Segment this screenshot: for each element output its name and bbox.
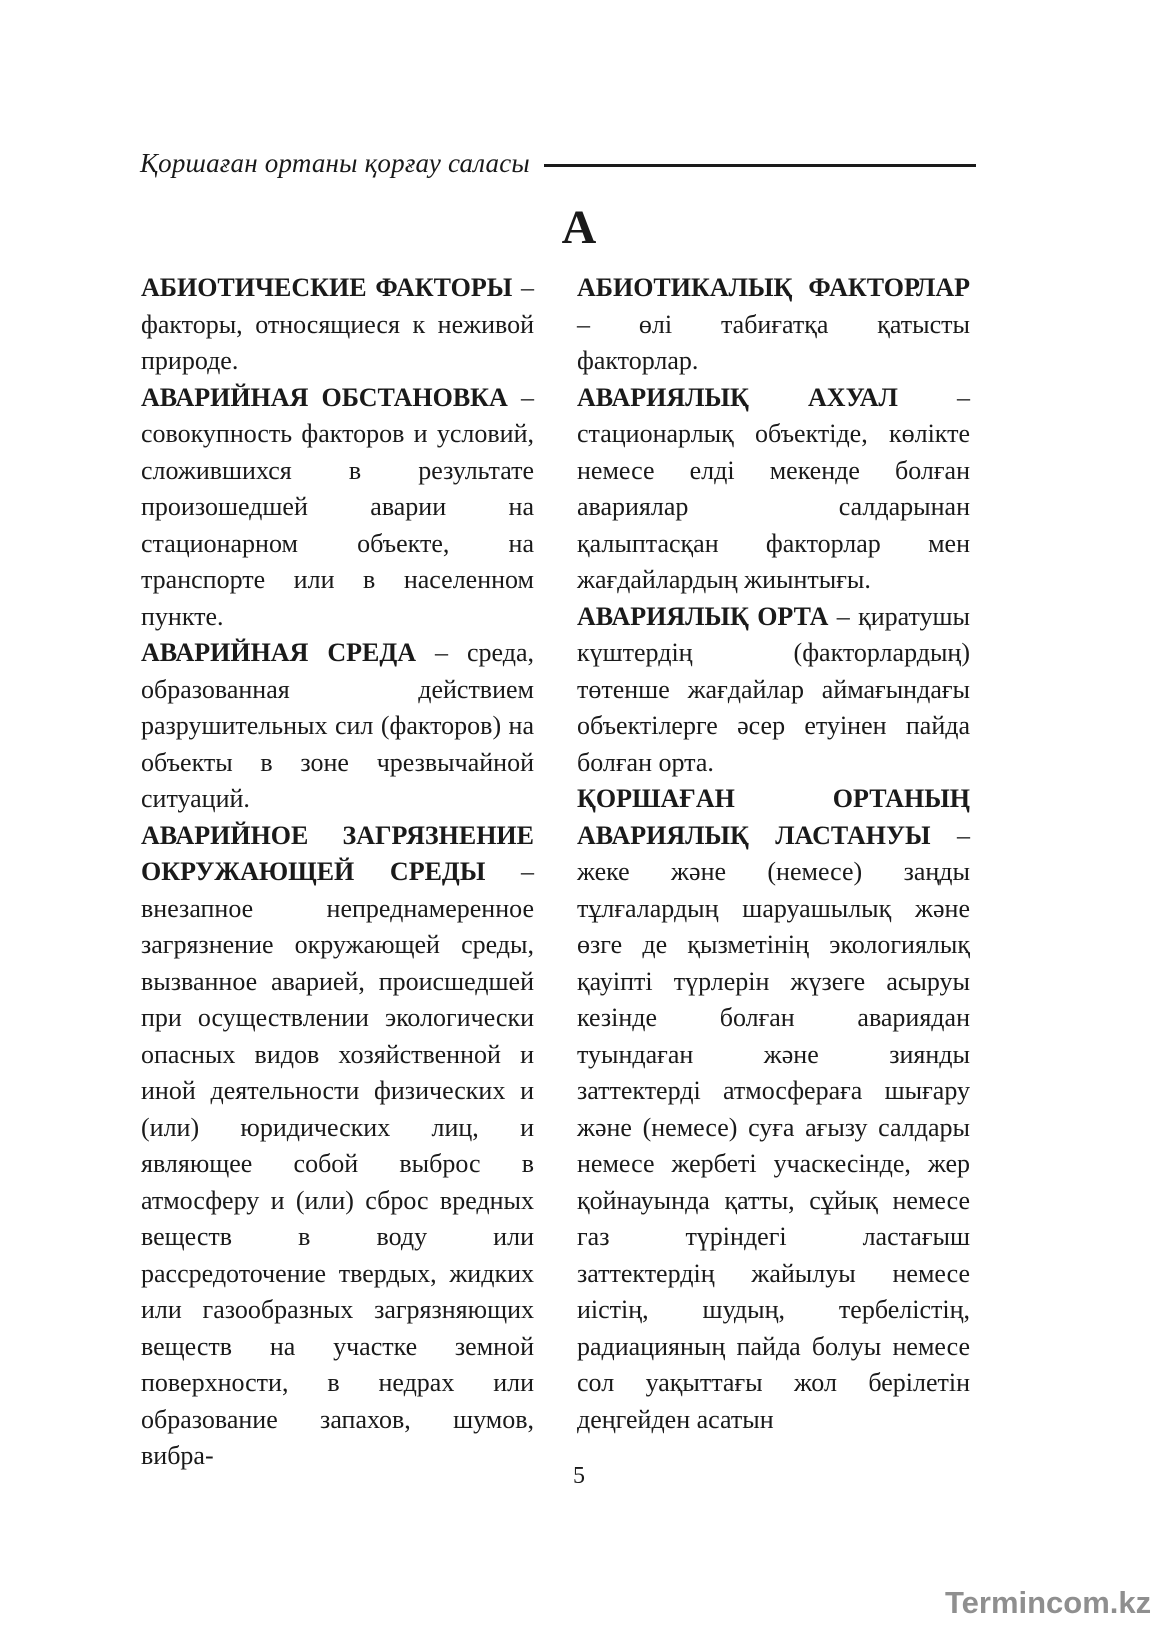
entry-definition: – өлі табиғатқа қатысты факторлар.	[577, 309, 970, 375]
entry-term: АВАРИЙНАЯ СРЕДА	[141, 638, 417, 667]
entry-definition: – внезапное непреднамеренное загрязнение окружающей среды, вызванное аварией, происшедшей при осуществлении экологически опасных видов хозяйственной и иной деятельности физических и (или) юридических лиц, и являющее собой выброс в атмосферу и (или) сброс вредных веществ в воду или рассредоточение твердых, жидких или газообразных загрязняющих веществ на участке земной поверхности, в недрах или образование запахов, шумов, вибра-	[141, 857, 534, 1470]
entry-term: АВАРИЯЛЫҚ ОРТА	[577, 601, 829, 631]
entry-term: АБИОТИКАЛЫҚ ФАКТОРЛАР	[577, 273, 970, 302]
dictionary-entry	[577, 380, 970, 599]
entry-term: АВАРИЙНАЯ ОБСТАНОВКА	[141, 382, 508, 412]
page-number: 5	[573, 1463, 585, 1489]
dictionary-entry	[141, 270, 534, 380]
dictionary-entry	[141, 635, 534, 818]
section-letter: А	[561, 201, 597, 254]
entry-definition: – совокупность факторов и условий, сложившихся в результате произошедшей аварии на стационарном объекте, на транспорте или в населенном пункте.	[141, 382, 534, 631]
left-column-russian	[141, 270, 534, 1475]
dictionary-entry	[577, 599, 970, 782]
dictionary-entry	[577, 270, 970, 380]
entry-term: АВАРИЙНОЕ ЗАГРЯЗНЕНИЕ ОКРУЖАЮЩЕЙ СРЕДЫ	[141, 820, 534, 886]
watermark-logo: Termincom.kz	[945, 1585, 1152, 1620]
entry-definition: – қиратушы күштердің (факторлардың) төтенше жағдайлар аймағындағы объектілерге әсер етуінен пайда болған орта.	[577, 601, 970, 777]
entry-definition: – жеке және (немесе) заңды тұлғалардың шаруашылық және өзге де қызметінің экологиялық қауіпті түрлерін жүзеге асыруы кезінде болған авариядан туындаған және зиянды заттектерді атмосфераға шығару және (немесе) суға ағызу салдары немесе жербеті учаскесінде, жер қойнауында қатты, сұйық немесе газ түріндегі ластағыш заттектердің жайылуы немесе иістің, шудың, тербелістің, радиацияның пайда болуы немесе сол уақыттағы жол берілетін деңгейден асатын	[577, 820, 970, 1434]
entry-definition: – среда, образованная действием разрушительных сил (факторов) на объекты в зоне чрезвычайной ситуаций.	[141, 638, 534, 813]
running-header-title: Қоршаған ортаны қорғау саласы	[140, 148, 530, 178]
dictionary-entry	[141, 818, 534, 1475]
running-header	[140, 148, 976, 179]
header-rule	[544, 164, 976, 167]
dictionary-entry	[577, 781, 970, 1438]
right-column-kazakh	[577, 270, 970, 1438]
entry-term: АВАРИЯЛЫҚ АХУАЛ	[577, 382, 898, 412]
entry-definition: – стационарлық объектіде, көлікте немесе елді мекенде болған авариялар салдарынан қалыптасқан факторлар мен жағдайлардың жиынтығы.	[577, 382, 970, 594]
dictionary-entry	[141, 380, 534, 636]
entry-term: ҚОРШАҒАН ОРТАНЫҢ АВАРИЯЛЫҚ ЛАСТАНУЫ	[577, 784, 970, 850]
entry-definition: – факторы, относящиеся к неживой природе.	[141, 273, 534, 375]
entry-term: АБИОТИЧЕСКИЕ ФАКТОРЫ	[141, 273, 513, 302]
